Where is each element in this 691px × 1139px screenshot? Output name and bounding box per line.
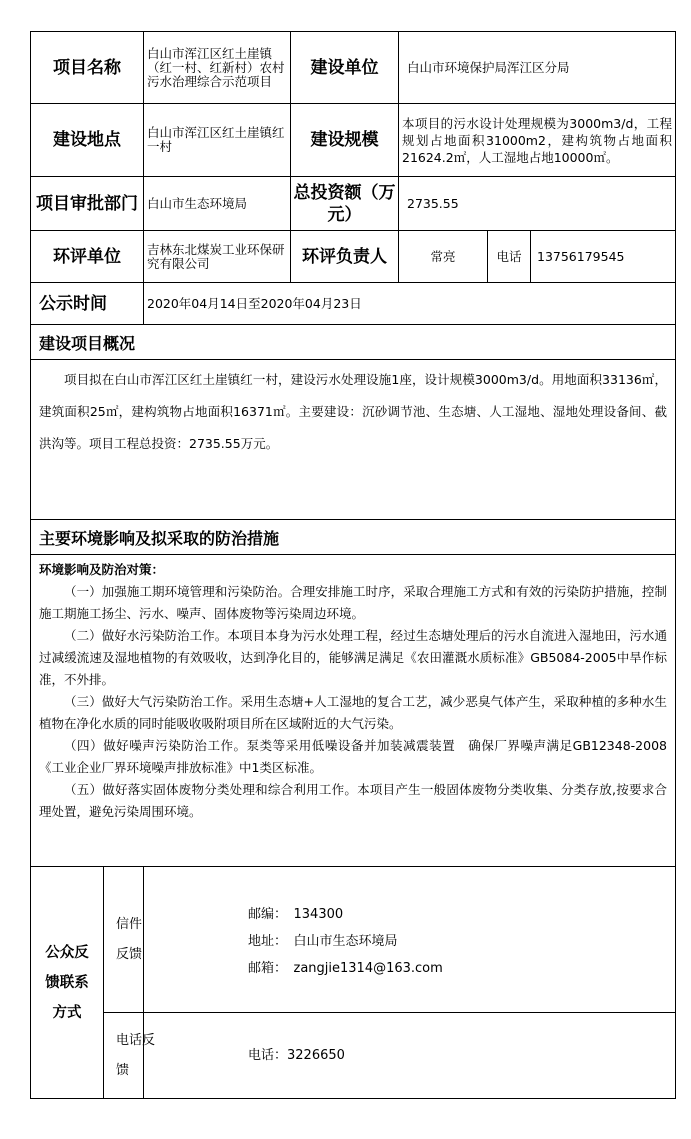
letter-label-cell <box>104 867 144 1013</box>
phone-label: 电话 <box>488 231 531 283</box>
postcode-text: 邮编： 134300 <box>248 907 344 922</box>
period-value: 2020年04月14日至2020年04月23日 <box>144 283 676 325</box>
eia-person-label: 环评负责人 <box>291 231 399 283</box>
row-letter-feedback <box>31 867 676 1013</box>
row-impact-title <box>31 520 676 555</box>
measure-item: （二）做好水污染防治工作。本项目本身为污水处理工程，经过生态塘处理后的污水自流进入湿地田，污水通过减缓流速及湿地植物的有效吸收，达到净化目的，能够满足满足《农田灌溉水质标准》GB5084-2005中旱作标准，不外排。 <box>39 628 667 687</box>
phone-value: 13756179545 <box>531 231 676 283</box>
phone-feedback-text: 电话：3226650 <box>144 1013 676 1099</box>
measure-item: （一）加强施工期环境管理和污染防治。合理安排施工时序，采取合理施工方式和有效的污染防护措施，控制施工期施工扬尘、污水、噪声、固体废物等污染周边环境。 <box>39 584 667 621</box>
eia-person-value: 常亮 <box>399 231 488 283</box>
row-location <box>31 104 676 177</box>
address-text: 地址： 白山市生态环境局 <box>248 934 398 949</box>
builder-label: 建设单位 <box>291 32 399 104</box>
project-name-label: 项目名称 <box>31 32 144 104</box>
approval-value: 白山市生态环境局 <box>144 177 291 231</box>
row-approval <box>31 177 676 231</box>
location-value: 白山市浑江区红土崖镇红一村 <box>144 104 291 177</box>
builder-value: 白山市环境保护局浑江区分局 <box>399 32 676 104</box>
measure-item: （四）做好噪声污染防治工作。泵类等采用低噪设备并加装减震装置 确保厂界噪声满足GB12348-2008《工业企业厂界环境噪声排放标准》中1类区标准。 <box>39 738 667 775</box>
eia-unit-label: 环评单位 <box>31 231 144 283</box>
row-project-name <box>31 32 676 104</box>
publicity-sheet <box>30 31 675 1137</box>
scale-value: 本项目的污水设计处理规模为3000m3/d，工程规划占地面积31000m2，建构筑物占地面积21624.2㎡，人工湿地占地10000㎡。 <box>399 104 676 177</box>
row-measures <box>31 555 676 867</box>
row-overview-title <box>31 325 676 360</box>
project-name-value: 白山市浑江区红土崖镇（红一村、红新村）农村污水治理综合示范项目 <box>144 32 291 104</box>
overview-body <box>31 360 676 520</box>
measure-item: （三）做好大气污染防治工作。采用生态塘+人工湿地的复合工艺，减少恶臭气体产生，采取种植的多种水生植物在净化水质的同时能吸收吸附项目所在区域附近的大气污染。 <box>39 694 667 731</box>
measure-item: （五）做好落实固体废物分类处理和综合利用工作。本项目产生一般固体废物分类收集、分类存放,按要求合理处置，避免污染周围环境。 <box>39 782 667 819</box>
row-period <box>31 283 676 325</box>
measures-body <box>31 555 676 867</box>
impact-title: 主要环境影响及拟采取的防治措施 <box>31 520 676 555</box>
phone-feedback-label-cell <box>104 1013 156 1099</box>
overview-title: 建设项目概况 <box>31 325 676 360</box>
letter-contact <box>144 867 676 1013</box>
row-phone-feedback <box>31 1013 676 1099</box>
location-label: 建设地点 <box>31 104 144 177</box>
scale-label: 建设规模 <box>291 104 399 177</box>
investment-value: 2735.55 <box>399 177 676 231</box>
phone-feedback-label: 电话反馈 <box>116 1032 156 1078</box>
feedback-label-cell <box>31 867 104 1099</box>
period-label: 公示时间 <box>31 283 144 325</box>
row-eia <box>31 231 676 283</box>
measures-head: 环境影响及防治对策： <box>39 562 165 577</box>
row-overview <box>31 360 676 520</box>
overview-text: 项目拟在白山市浑江区红土崖镇红一村，建设污水处理设施1座，设计规模3000m3/d。用地面积33136㎡，建筑面积25㎡，建构筑物占地面积16371㎡。主要建设：沉砂调节池、生态塘、人工湿地、湿地处理设备间、截洪沟等。项目工程总投资：2735.55万元。 <box>39 372 667 451</box>
letter-label: 信件反馈 <box>116 916 143 962</box>
email-text: 邮箱： zangjie1314@163.com <box>248 961 443 976</box>
publicity-table <box>30 31 676 1099</box>
feedback-label: 公众反馈联系方式 <box>45 944 89 1021</box>
approval-label: 项目审批部门 <box>31 177 144 231</box>
investment-label: 总投资额（万元） <box>291 177 399 231</box>
eia-unit-value: 吉林东北煤炭工业环保研究有限公司 <box>144 231 291 283</box>
